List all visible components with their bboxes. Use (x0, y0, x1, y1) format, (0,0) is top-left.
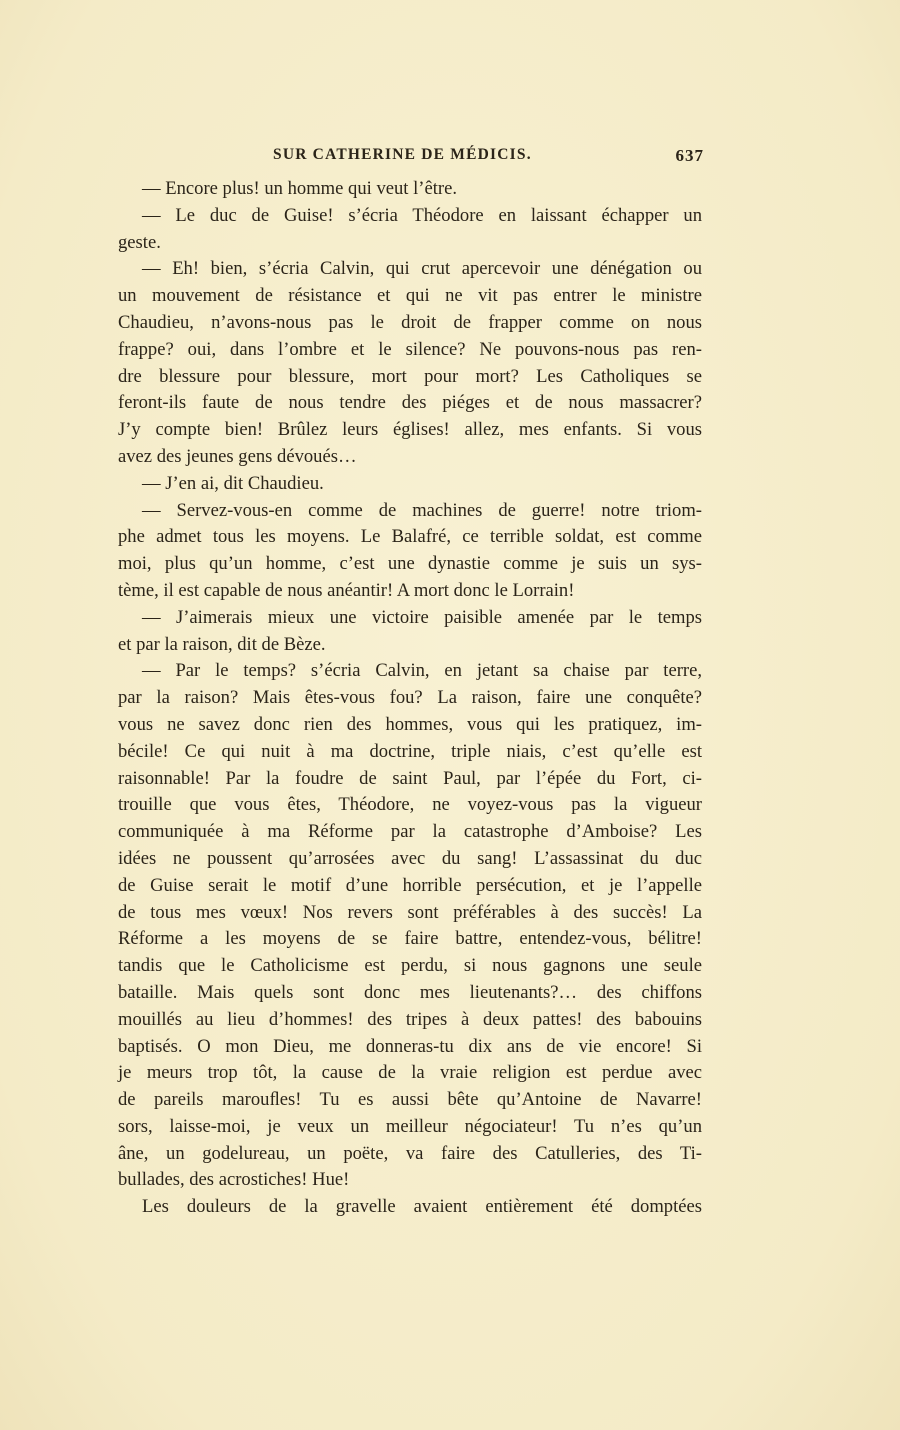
text-line: — Servez-vous-en comme de machines de guerre! notre triom- (142, 499, 702, 521)
text-line: âne, un godelureau, un poëte, va faire des Catulleries, des Ti- (118, 1142, 702, 1164)
text-line: mouillés au lieu d’hommes! des tripes à deux pattes! des babouins (118, 1008, 702, 1030)
text-line: de tous mes vœux! Nos revers sont préférables à des succès! La (118, 901, 702, 923)
text-line: — Eh! bien, s’écria Calvin, qui crut apercevoir une dénégation ou (142, 258, 702, 280)
text-line: — J’en ai, dit Chaudieu. (142, 472, 324, 494)
text-line: Chaudieu, n’avons-nous pas le droit de frapper comme on nous (118, 311, 702, 333)
text-line: idées ne poussent qu’arrosées avec du sang! L’assassinat du duc (118, 847, 702, 869)
text-line: Les douleurs de la gravelle avaient entièrement été domptées (142, 1196, 702, 1218)
text-line: bataille. Mais quels sont donc mes lieutenants?… des chiffons (118, 981, 702, 1003)
text-line: phe admet tous les moyens. Le Balafré, ce terrible soldat, est comme (118, 526, 702, 548)
text-line: frappe? oui, dans l’ombre et le silence? Ne pouvons-nous pas ren- (118, 338, 702, 360)
text-line: tandis que le Catholicisme est perdu, si nous gagnons une seule (118, 955, 702, 977)
text-line: — Encore plus! un homme qui veut l’être. (142, 178, 457, 199)
text-line: vous ne savez donc rien des hommes, vous qui les pratiquez, im- (118, 713, 702, 735)
text-line: communiquée à ma Réforme par la catastrophe d’Amboise? Les (118, 821, 702, 843)
text-line: baptisés. O mon Dieu, me donneras-tu dix ans de vie encore! Si (118, 1035, 702, 1057)
text-line: sors, laisse-moi, je veux un meilleur négociateur! Tu n’es qu’un (118, 1115, 702, 1137)
text-line: et par la raison, dit de Bèze. (118, 633, 326, 655)
text-line: bécile! Ce qui nuit à ma doctrine, triple niais, c’est qu’elle est (118, 740, 702, 762)
text-line: — Par le temps? s’écria Calvin, en jetant sa chaise par terre, (142, 660, 702, 682)
text-line: moi, plus qu’un homme, c’est une dynastie comme je suis un sys- (118, 553, 702, 575)
text-line: J’y compte bien! Brûlez leurs églises! allez, mes enfants. Si vous (118, 419, 702, 441)
text-line: de Guise serait le motif d’une horrible persécution, et je l’appelle (118, 874, 702, 896)
text-line: — Le duc de Guise! s’écria Théodore en laissant échapper un (142, 204, 702, 226)
text-line: avez des jeunes gens dévoués… (118, 445, 357, 467)
text-line: tème, il est capable de nous anéantir! A mort donc le Lorrain! (118, 579, 575, 601)
text-line: raisonnable! Par la foudre de saint Paul, par l’épée du Fort, ci- (118, 767, 702, 789)
text-line: de pareils marouﬂes! Tu es aussi bête qu’Antoine de Navarre! (118, 1089, 702, 1111)
page-number: 637 (675, 146, 704, 165)
text-line: par la raison? Mais êtes-vous fou? La raison, faire une conquête? (118, 687, 702, 709)
text-line: bullades, des acrostiches! Hue! (118, 1169, 350, 1191)
text-line: trouille que vous êtes, Théodore, ne voyez-vous pas la vigueur (118, 794, 702, 816)
body-text (118, 176, 702, 1221)
text-line: — J’aimerais mieux une victoire paisible amenée par le temps (142, 606, 702, 628)
text-line: un mouvement de résistance et qui ne vit pas entrer le ministre (118, 285, 702, 307)
text-line: Réforme a les moyens de se faire battre, entendez-vous, bélitre! (118, 928, 702, 950)
running-header (118, 146, 704, 170)
text-line: dre blessure pour blessure, mort pour mort? Les Catholiques se (118, 365, 702, 387)
running-title: SUR CATHERINE DE MÉDICIS. (273, 146, 532, 163)
text-line: feront-ils faute de nous tendre des piéges et de nous massacrer? (118, 392, 702, 414)
text-line: geste. (118, 231, 161, 253)
text-line: je meurs trop tôt, la cause de la vraie religion est perdue avec (118, 1062, 702, 1084)
